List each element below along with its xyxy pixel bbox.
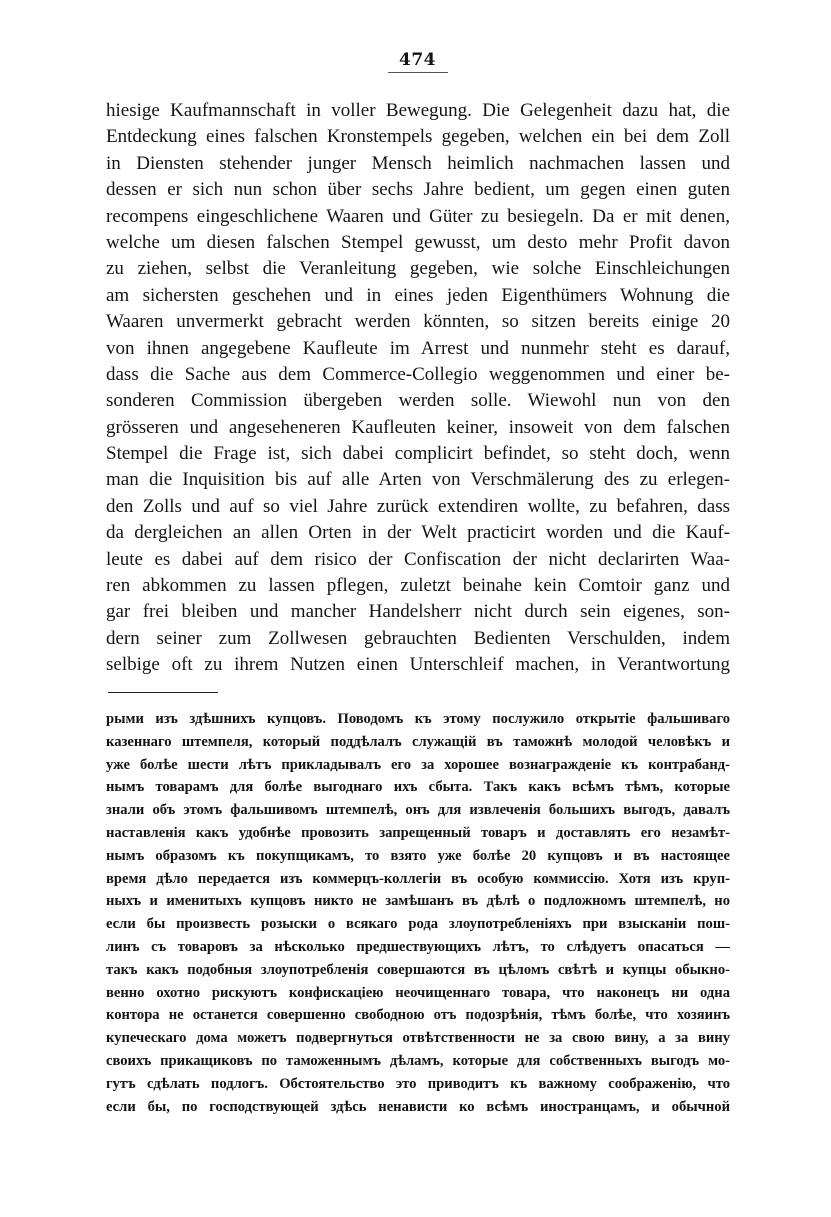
text-line: zu ziehen, selbst die Veranleitung gegeben, wie solche Einschleichungen — [106, 258, 730, 280]
text-line: man die Inquisition bis auf alle Arten von Verschmälerung des zu erlegen- — [106, 469, 730, 491]
text-line: ren abkommen zu lassen pflegen, zuletzt beinahe kein Comtoir ganz und — [106, 575, 730, 597]
footnote-line: знали объ этомъ фальшивомъ штемпелѣ, онъ для извлеченія большихъ выгодъ, давалъ — [106, 802, 730, 819]
text-line: dessen er sich nun schon über sechs Jahre bedient, um gegen einen guten — [106, 179, 730, 201]
footnote-block — [106, 708, 730, 1118]
text-line: dern seiner zum Zollwesen gebrauchten Bedienten Verschulden, indem — [106, 627, 730, 649]
footnote-line: если бы произвесть розыски о всякаго рода злоупотребленіяхъ при взысканіи пош- — [106, 916, 730, 933]
footnote-line: своихъ прикащиковъ по таможеннымъ дѣламъ, которые для собственныхъ выгодъ мо- — [106, 1052, 730, 1069]
text-line: am sichersten geschehen und in eines jeden Eigenthümers Wohnung die — [106, 284, 730, 306]
footnote-line: время дѣло передается изъ коммерцъ-коллегіи въ особую коммиссію. Хотя изъ круп- — [106, 870, 730, 887]
footnote-line: нымъ товарамъ для болѣе выгоднаго ихъ сбыта. Такъ какъ всѣмъ тѣмъ, которые — [106, 779, 730, 796]
footnote-line: нымъ образомъ къ покупщикамъ, то взято уже болѣе 20 купцовъ и въ настоящее — [106, 847, 730, 864]
text-line: von ihnen angegebene Kaufleute im Arrest und nunmehr steht es darauf, — [106, 337, 730, 359]
footnote-line: линъ съ товаровъ за нѣсколько предшествующихъ лѣтъ, то слѣдуетъ опасаться — — [106, 938, 730, 955]
text-line: welche um diesen falschen Stempel gewusst, um desto mehr Profit davon — [106, 231, 730, 253]
footnote-line: купеческаго дома можетъ подвергнуться отвѣтственности не за свою вину, а за вину — [106, 1030, 730, 1047]
main-text-block — [106, 98, 730, 679]
footnote-line: такъ какъ подобныя злоупотребленія совершаются въ цѣломъ свѣтѣ и купцы обыкно- — [106, 961, 730, 978]
text-line: den Zolls und auf so viel Jahre zurück extendiren wollte, zu befahren, dass — [106, 495, 730, 517]
page-number: 474 — [370, 50, 465, 73]
text-line: hiesige Kaufmannschaft in voller Bewegung. Die Gelegenheit dazu hat, die — [106, 100, 730, 121]
footnote-line: если бы, по господствующей здѣсь ненависти ко всѣмъ иностранцамъ, и обычной — [106, 1098, 730, 1115]
text-line: recompens eingeschlichene Waaren und Güter zu besiegeln. Da er mit denen, — [106, 205, 730, 227]
text-line: Waaren unvermerkt gebracht werden könnten, so sitzen bereits einige 20 — [106, 311, 730, 333]
text-line: selbige oft zu ihrem Nutzen einen Unterschleif machen, in Verantwortung — [106, 654, 730, 676]
footnote-line: гутъ сдѣлать подлогъ. Обстоятельство это приводитъ къ важному соображенію, что — [106, 1075, 730, 1092]
footnote-line: венно охотно рискуютъ конфискаціею неочищеннаго товара, что наконецъ ни одна — [106, 984, 730, 1001]
footnote-divider — [108, 692, 218, 693]
text-line: gar frei bleiben und mancher Handelsherr nicht durch sein eigenes, son- — [106, 601, 730, 623]
footnote-line: казеннаго штемпеля, который поддѣлалъ служащій въ таможнѣ молодой человѣкъ и — [106, 733, 730, 750]
text-line: dass die Sache aus dem Commerce-Collegio weggenommen und einer be- — [106, 363, 730, 385]
text-line: Entdeckung eines falschen Kronstempels gegeben, welchen ein bei dem Zoll — [106, 126, 730, 148]
footnote-line: ныхъ и именитыхъ купцовъ никто не замѣшанъ въ дѣлѣ о подложномъ штемпелѣ, но — [106, 893, 730, 910]
text-line: leute es dabei auf dem risico der Confiscation der nicht declarirten Waa- — [106, 548, 730, 570]
footnote-line: наставленія какъ удобнѣе провозить запрещенный товаръ и доставлять его незамѣт- — [106, 824, 730, 841]
footnote-line: рыми изъ здѣшнихъ купцовъ. Поводомъ къ этому послужило открытіе фальшиваго — [106, 711, 730, 727]
footnote-line: контора не останется совершенно свободною отъ подозрѣнія, тѣмъ болѣе, что хозяинъ — [106, 1007, 730, 1024]
footnote-line: уже болѣе шести лѣтъ прикладывалъ его за хорошее вознагражденіе къ контрабанд- — [106, 756, 730, 773]
text-line: Stempel die Frage ist, sich dabei complicirt befindet, so steht doch, wenn — [106, 443, 730, 465]
text-line: grösseren und angeseheneren Kaufleuten keiner, insoweit von dem falschen — [106, 416, 730, 438]
text-line: in Diensten stehender junger Mensch heimlich nachmachen lassen und — [106, 152, 730, 174]
text-line: sonderen Commission übergeben werden solle. Wiewohl nun von den — [106, 390, 730, 412]
text-line: da dergleichen an allen Orten in der Welt practicirt worden und die Kauf- — [106, 522, 730, 544]
